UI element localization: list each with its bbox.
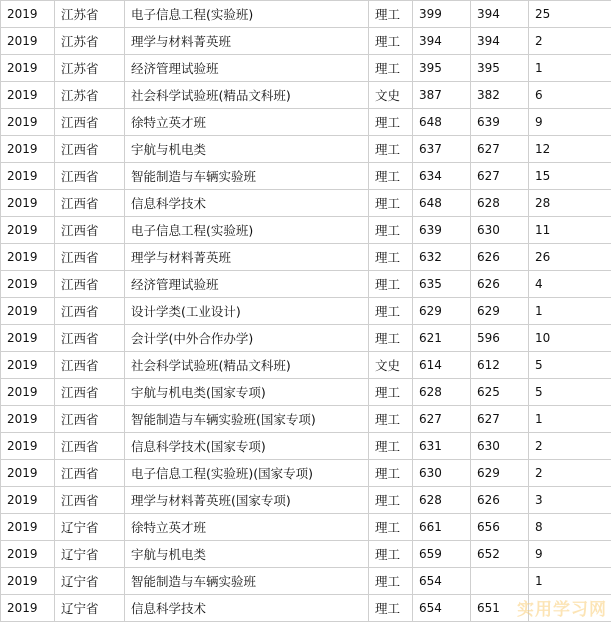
year-cell: 2019 [1,406,55,433]
min-score-cell: 652 [471,541,529,568]
table-row [1,433,611,460]
category-cell: 理工 [369,541,413,568]
count-cell: 3 [529,487,611,514]
year-cell: 2019 [1,28,55,55]
year-cell: 2019 [1,271,55,298]
table-row [1,595,611,622]
max-score-cell: 387 [413,82,471,109]
year-cell: 2019 [1,541,55,568]
province-cell: 江西省 [55,244,125,271]
count-cell: 9 [529,109,611,136]
year-cell: 2019 [1,190,55,217]
max-score-cell: 648 [413,190,471,217]
table-row [1,379,611,406]
year-cell: 2019 [1,244,55,271]
major-cell: 宇航与机电类(国家专项) [125,379,369,406]
table-row [1,190,611,217]
min-score-cell: 627 [471,163,529,190]
category-cell: 理工 [369,190,413,217]
min-score-cell: 627 [471,136,529,163]
max-score-cell: 654 [413,595,471,622]
min-score-cell: 596 [471,325,529,352]
max-score-cell: 659 [413,541,471,568]
max-score-cell: 635 [413,271,471,298]
count-cell: 1 [529,298,611,325]
min-score-cell [471,568,529,595]
table-row [1,541,611,568]
max-score-cell: 661 [413,514,471,541]
table-row [1,271,611,298]
province-cell: 江西省 [55,217,125,244]
major-cell: 智能制造与车辆实验班 [125,568,369,595]
province-cell: 江苏省 [55,55,125,82]
max-score-cell: 630 [413,460,471,487]
category-cell: 理工 [369,163,413,190]
count-cell: 8 [529,514,611,541]
table-row [1,217,611,244]
major-cell: 电子信息工程(实验班) [125,217,369,244]
max-score-cell: 627 [413,406,471,433]
count-cell: 1 [529,568,611,595]
min-score-cell: 630 [471,217,529,244]
min-score-cell: 629 [471,460,529,487]
major-cell: 理学与材料菁英班 [125,28,369,55]
year-cell: 2019 [1,433,55,460]
table-row [1,298,611,325]
category-cell: 理工 [369,244,413,271]
category-cell: 理工 [369,379,413,406]
category-cell: 理工 [369,595,413,622]
min-score-cell: 394 [471,1,529,28]
category-cell: 理工 [369,325,413,352]
min-score-cell: 630 [471,433,529,460]
max-score-cell: 614 [413,352,471,379]
major-cell: 信息科学技术(国家专项) [125,433,369,460]
category-cell: 理工 [369,136,413,163]
year-cell: 2019 [1,136,55,163]
min-score-cell: 626 [471,244,529,271]
major-cell: 社会科学试验班(精品文科班) [125,352,369,379]
major-cell: 社会科学试验班(精品文科班) [125,82,369,109]
count-cell: 1 [529,55,611,82]
max-score-cell: 639 [413,217,471,244]
count-cell: 12 [529,136,611,163]
max-score-cell: 631 [413,433,471,460]
count-cell: 28 [529,190,611,217]
category-cell: 文史 [369,82,413,109]
max-score-cell: 637 [413,136,471,163]
table-row [1,55,611,82]
watermark-logo: 实用学习网 [517,600,607,620]
min-score-cell: 626 [471,271,529,298]
table-row [1,487,611,514]
category-cell: 理工 [369,433,413,460]
major-cell: 智能制造与车辆实验班 [125,163,369,190]
province-cell: 辽宁省 [55,568,125,595]
province-cell: 江西省 [55,136,125,163]
major-cell: 宇航与机电类 [125,541,369,568]
year-cell: 2019 [1,1,55,28]
count-cell: 25 [529,1,611,28]
max-score-cell: 395 [413,55,471,82]
province-cell: 江西省 [55,379,125,406]
year-cell: 2019 [1,298,55,325]
year-cell: 2019 [1,217,55,244]
min-score-cell: 382 [471,82,529,109]
major-cell: 徐特立英才班 [125,514,369,541]
max-score-cell: 394 [413,28,471,55]
province-cell: 辽宁省 [55,541,125,568]
min-score-cell: 626 [471,487,529,514]
category-cell: 理工 [369,109,413,136]
table-row [1,325,611,352]
province-cell: 江西省 [55,325,125,352]
count-cell: 5 [529,352,611,379]
min-score-cell: 651 [471,595,529,622]
province-cell: 江西省 [55,271,125,298]
province-cell: 辽宁省 [55,514,125,541]
count-cell: 2 [529,460,611,487]
category-cell: 理工 [369,298,413,325]
count-cell: 9 [529,541,611,568]
major-cell: 理学与材料菁英班 [125,244,369,271]
table-row [1,406,611,433]
count-cell: 6 [529,82,611,109]
province-cell: 江西省 [55,298,125,325]
province-cell: 江西省 [55,163,125,190]
major-cell: 信息科学技术 [125,190,369,217]
table-row [1,352,611,379]
count-cell: 5 [529,379,611,406]
max-score-cell: 628 [413,379,471,406]
count-cell: 4 [529,271,611,298]
table-row [1,163,611,190]
min-score-cell: 629 [471,298,529,325]
year-cell: 2019 [1,163,55,190]
category-cell: 理工 [369,217,413,244]
province-cell: 江苏省 [55,28,125,55]
year-cell: 2019 [1,82,55,109]
year-cell: 2019 [1,325,55,352]
major-cell: 理学与材料菁英班(国家专项) [125,487,369,514]
category-cell: 理工 [369,460,413,487]
year-cell: 2019 [1,379,55,406]
min-score-cell: 625 [471,379,529,406]
max-score-cell: 654 [413,568,471,595]
min-score-cell: 627 [471,406,529,433]
count-cell: 26 [529,244,611,271]
max-score-cell: 634 [413,163,471,190]
category-cell: 理工 [369,271,413,298]
min-score-cell: 628 [471,190,529,217]
table-row [1,82,611,109]
province-cell: 江苏省 [55,1,125,28]
table-row [1,514,611,541]
year-cell: 2019 [1,514,55,541]
major-cell: 经济管理试验班 [125,271,369,298]
count-cell: 1 [529,406,611,433]
table-row [1,1,611,28]
major-cell: 设计学类(工业设计) [125,298,369,325]
year-cell: 2019 [1,352,55,379]
max-score-cell: 632 [413,244,471,271]
year-cell: 2019 [1,568,55,595]
province-cell: 江西省 [55,406,125,433]
major-cell: 会计学(中外合作办学) [125,325,369,352]
province-cell: 江西省 [55,190,125,217]
table-row [1,136,611,163]
count-cell [529,595,611,622]
count-cell: 15 [529,163,611,190]
min-score-cell: 612 [471,352,529,379]
count-cell: 2 [529,433,611,460]
province-cell: 江苏省 [55,82,125,109]
count-cell: 10 [529,325,611,352]
category-cell: 文史 [369,352,413,379]
province-cell: 江西省 [55,487,125,514]
table-row [1,568,611,595]
min-score-cell: 639 [471,109,529,136]
year-cell: 2019 [1,595,55,622]
table-row [1,460,611,487]
max-score-cell: 621 [413,325,471,352]
min-score-cell: 656 [471,514,529,541]
year-cell: 2019 [1,460,55,487]
max-score-cell: 648 [413,109,471,136]
major-cell: 信息科学技术 [125,595,369,622]
min-score-cell: 395 [471,55,529,82]
major-cell: 宇航与机电类 [125,136,369,163]
max-score-cell: 399 [413,1,471,28]
table-body [1,1,611,622]
category-cell: 理工 [369,55,413,82]
major-cell: 电子信息工程(实验班) [125,1,369,28]
table-row [1,109,611,136]
province-cell: 江西省 [55,433,125,460]
major-cell: 智能制造与车辆实验班(国家专项) [125,406,369,433]
province-cell: 江西省 [55,460,125,487]
count-cell: 2 [529,28,611,55]
year-cell: 2019 [1,109,55,136]
category-cell: 理工 [369,1,413,28]
province-cell: 江西省 [55,109,125,136]
max-score-cell: 629 [413,298,471,325]
count-cell: 11 [529,217,611,244]
major-cell: 徐特立英才班 [125,109,369,136]
category-cell: 理工 [369,406,413,433]
province-cell: 辽宁省 [55,595,125,622]
table-row [1,28,611,55]
province-cell: 江西省 [55,352,125,379]
table-row [1,244,611,271]
major-cell: 电子信息工程(实验班)(国家专项) [125,460,369,487]
major-cell: 经济管理试验班 [125,55,369,82]
year-cell: 2019 [1,55,55,82]
min-score-cell: 394 [471,28,529,55]
category-cell: 理工 [369,28,413,55]
max-score-cell: 628 [413,487,471,514]
category-cell: 理工 [369,487,413,514]
category-cell: 理工 [369,568,413,595]
year-cell: 2019 [1,487,55,514]
category-cell: 理工 [369,514,413,541]
